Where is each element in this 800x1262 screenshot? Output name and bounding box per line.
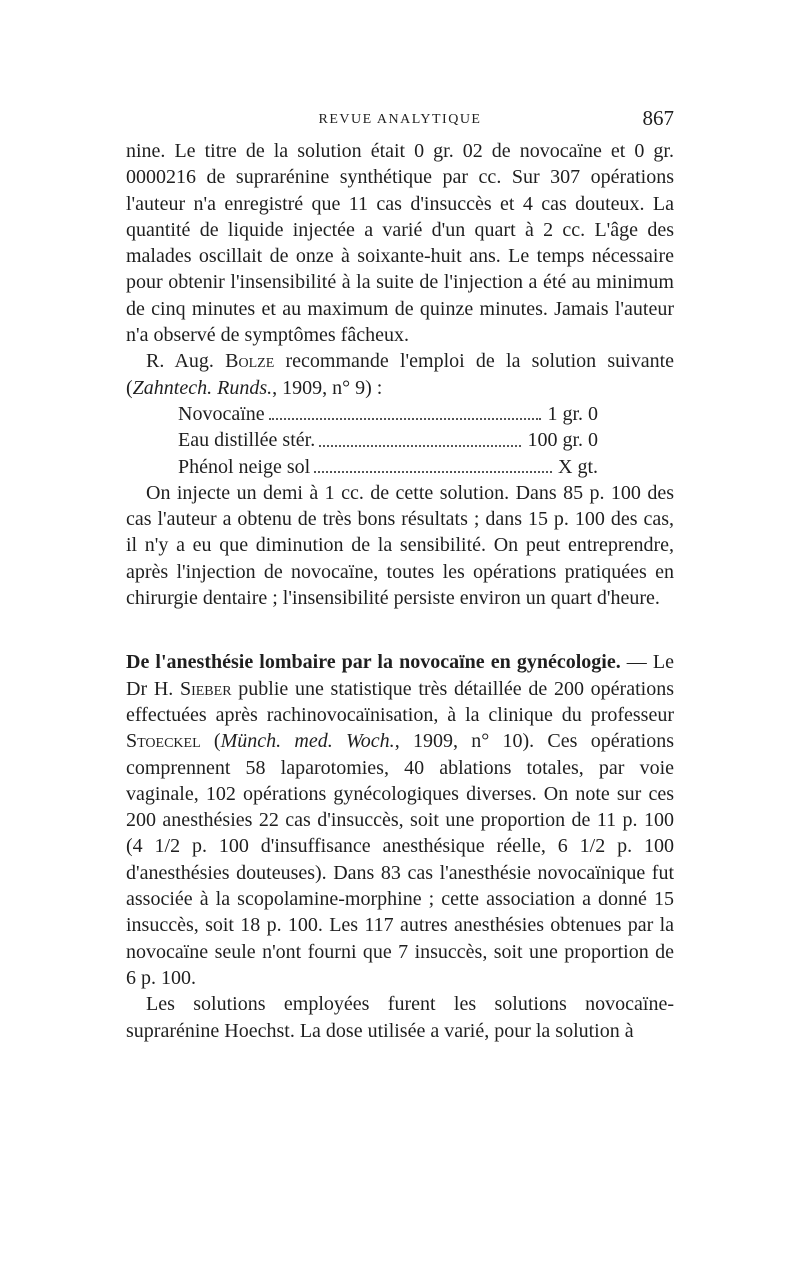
leader-dots xyxy=(314,454,552,473)
recipe-ingredient: Novocaïne xyxy=(178,402,265,425)
author-bolze: Bolze xyxy=(225,350,275,373)
author-sieber: Sieber xyxy=(179,677,232,700)
bolze-middle: recommande l'emploi de la solution suivante ( xyxy=(126,350,674,399)
recipe-amount: 100 gr. 0 xyxy=(527,429,598,452)
paragraph-novocaine-results: nine. Le titre de la solution était 0 gr. 02 de novocaïne et 0 gr. 0000216 de suprarénine synthétique par cc. Sur 307 opérations l'auteur n'a enregistré que 11 cas d'insuccès et 4 cas douteux. La quantité de liquide injectée a varié d'un quart à 2 cc. L'âge des malades oscillait de onze à soixante-huit ans. Le temps nécessaire pour obtenir l'insensibilité à la suite de l'injection a été au minimum de cinq minutes et au maximum de quinze minutes. Jamais l'auteur n'a observé de symptômes fâcheux. xyxy=(126,140,674,347)
recipe-amount: X gt. xyxy=(558,455,598,478)
recipe-ingredient: Phénol neige sol xyxy=(178,455,311,478)
recipe-row xyxy=(178,427,598,453)
section-spacer xyxy=(126,611,674,649)
page-header xyxy=(126,104,674,138)
paragraph-injection-results: On injecte un demi à 1 cc. de cette solution. Dans 85 p. 100 des cas l'auteur a obtenu de très bons résultats ; dans 15 p. 100 des cas, il n'y a eu que diminution de la sensibilité. On peut entreprendre, après l'injection de novocaïne, toutes les opérations pratiquées en chirurgie dentaire ; l'insensibilité persiste environ un quart d'heure. xyxy=(126,481,674,610)
book-page xyxy=(126,104,674,1044)
recipe-amount: 1 gr. 0 xyxy=(547,402,598,425)
paragraph-lumbar-anesthesia xyxy=(126,649,674,991)
page-number: 867 xyxy=(642,106,674,130)
sieber-intro: — Le Dr H. xyxy=(126,651,674,700)
leader-dots xyxy=(319,427,521,446)
bolze-suffix: , 1909, n° 9) : xyxy=(272,376,383,399)
running-head: REVUE ANALYTIQUE xyxy=(318,112,482,127)
paragraph-bolze-recommendation xyxy=(126,348,674,401)
sieber-paren: ( xyxy=(200,730,221,753)
bolze-prefix: R. Aug. xyxy=(146,350,226,373)
recipe-list xyxy=(178,401,598,480)
journal-munch-med-woch: Münch. med. Woch. xyxy=(220,730,395,753)
sieber-text: publie une statistique très détaillée de 200 opérations effectuées après rachinovocaïnisation, à la clinique du professeur xyxy=(126,677,674,726)
section-title: De l'anesthésie lombaire par la novocaïne en gynécologie. xyxy=(126,651,621,674)
paragraph-solutions-used: Les solutions employées furent les solutions novocaïne-suprarénine Hoechst. La dose utilisée a varié, pour la solution à xyxy=(126,993,674,1042)
sieber-statistics: , 1909, n° 10). Ces opérations comprennent 58 laparotomies, 40 ablations totales, par voie vaginale, 102 opérations gynécologiques diverses. On note sur ces 200 anesthésies 22 cas d'insuccès, soit une proportion de 11 p. 100 (4 1/2 p. 100 d'insuffisance anesthésique réelle, 6 1/2 p. 100 d'anesthésies douteuses). Dans 83 cas l'anesthésie novocaïnique fut associée à la scopolamine-morphine ; cette association a donné 15 insuccès, soit 18 p. 100. Les 117 autres anesthésies obtenues par la novocaïne seule n'ont fourni que 7 insuccès, soit une proportion de 6 p. 100. xyxy=(126,730,675,989)
recipe-row xyxy=(178,401,598,427)
leader-dots xyxy=(269,401,542,420)
journal-zahntech: Zahntech. Runds. xyxy=(132,376,273,399)
recipe-ingredient: Eau distillée stér. xyxy=(178,429,316,452)
recipe-row xyxy=(178,454,598,480)
professor-stoeckel: Stoeckel xyxy=(126,730,201,753)
